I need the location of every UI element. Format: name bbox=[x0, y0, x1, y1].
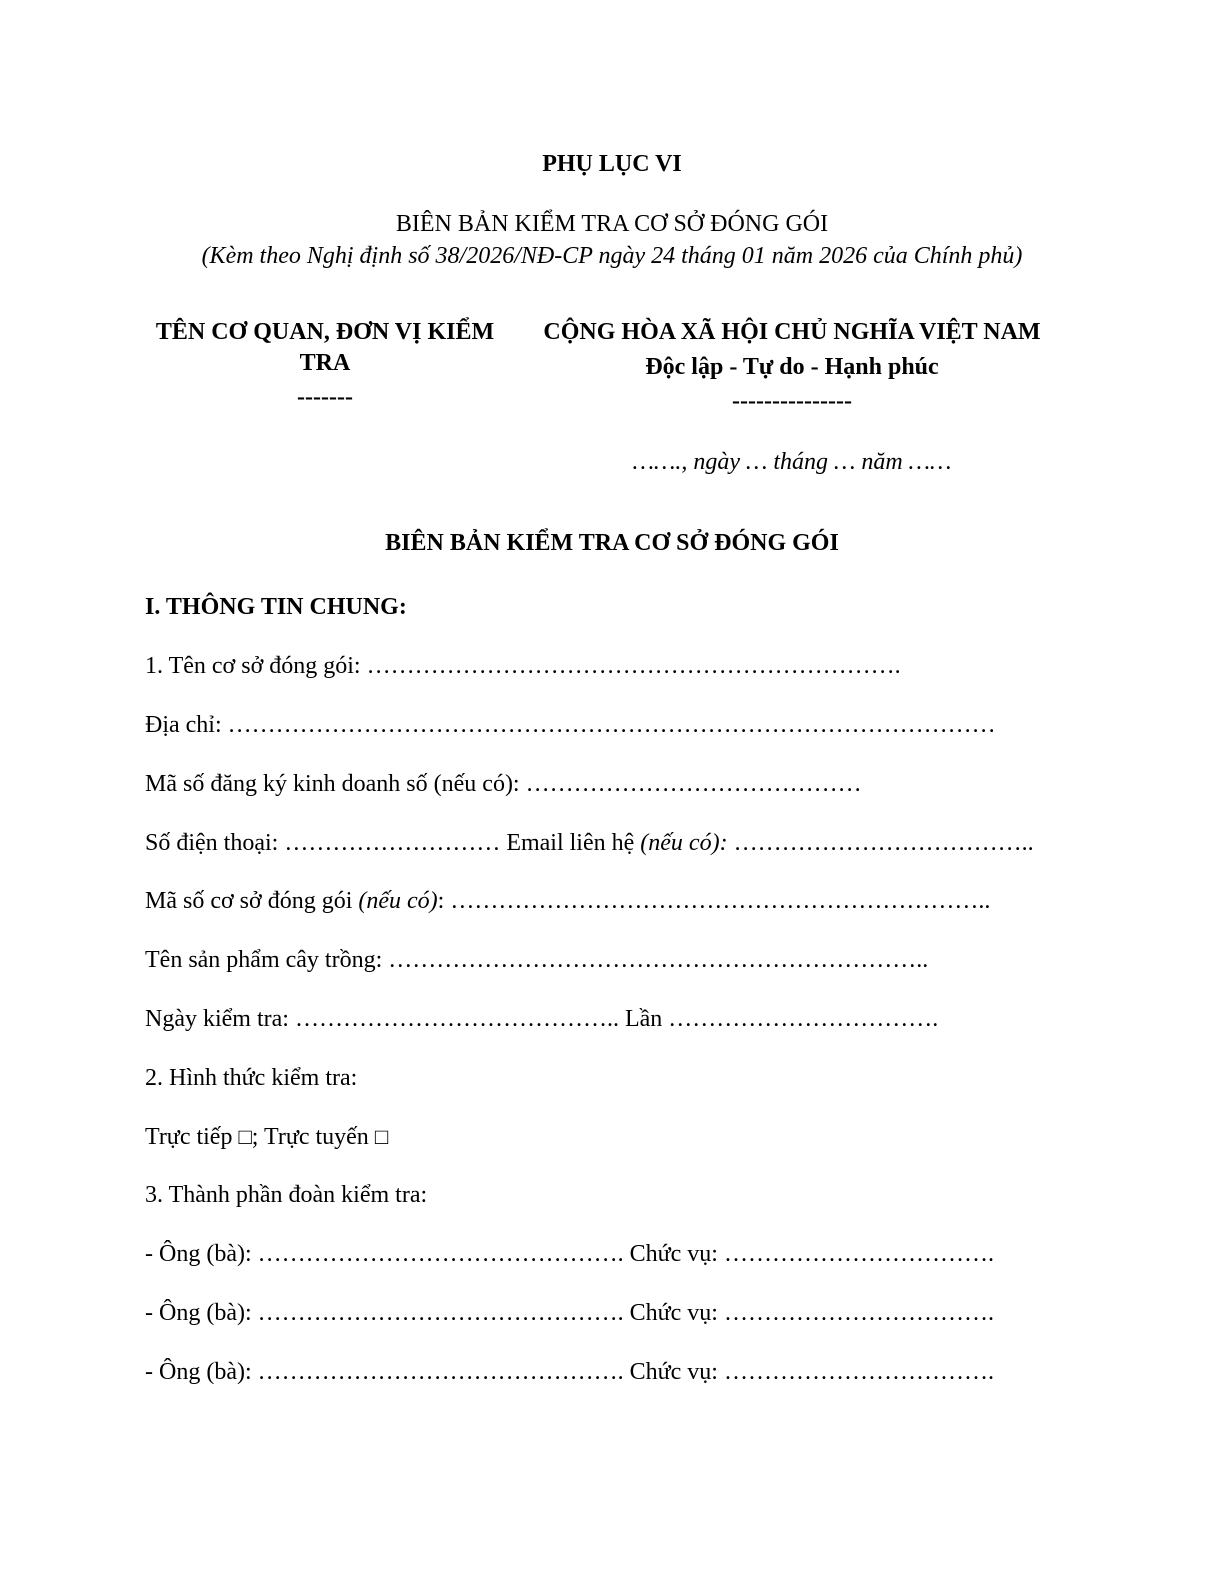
section-1-heading: I. THÔNG TIN CHUNG: bbox=[145, 594, 407, 621]
mode-separator: ; bbox=[251, 1123, 259, 1150]
packing-code-label: Mã số cơ sở đóng gói bbox=[145, 888, 359, 915]
mode-online-label: Trực tuyến bbox=[264, 1123, 369, 1150]
inspection-mode-options bbox=[145, 1123, 1079, 1152]
document-title: BIÊN BẢN KIỂM TRA CƠ SỞ ĐÓNG GÓI bbox=[395, 210, 829, 237]
checkbox-truc-tiep[interactable]: □ bbox=[238, 1123, 252, 1149]
team-member-line: - Ông (bà): ………………………………………. Chức vụ: ……………………………. bbox=[145, 1358, 994, 1385]
field-facility-name: 1. Tên cơ sở đóng gói: …………………………………………………………. bbox=[145, 653, 901, 680]
agency-divider: ------- bbox=[297, 384, 353, 411]
team-member-line: - Ông (bà): ………………………………………. Chức vụ: ……………………………. bbox=[145, 1241, 994, 1268]
field-packing-code bbox=[145, 887, 1079, 916]
national-header-block bbox=[505, 317, 1079, 477]
decree-note: (Kèm theo Nghị định số 38/2026/NĐ-CP ngày 24 tháng 01 năm 2026 của Chính phủ) bbox=[201, 242, 1023, 269]
checkbox-truc-tuyen[interactable]: □ bbox=[374, 1123, 389, 1149]
country-name: CỘNG HÒA XÃ HỘI CHỦ NGHĨA VIỆT NAM bbox=[543, 318, 1041, 345]
section-2-heading: 2. Hình thức kiểm tra: bbox=[145, 1064, 358, 1091]
field-crop-product: Tên sản phẩm cây trồng: ………………………………………………………….. bbox=[145, 947, 929, 974]
agency-name: TÊN CƠ QUAN, ĐƠN VỊ KIỂM TRA bbox=[155, 318, 495, 376]
letterhead bbox=[145, 317, 1079, 477]
phone-label: Số điện thoại: ……………………… Email liên hệ bbox=[145, 829, 641, 856]
packing-code-optional-note: (nếu có) bbox=[358, 888, 438, 915]
field-inspection-date: Ngày kiểm tra: ………………………………….. Lần ……………………………. bbox=[145, 1006, 939, 1032]
mode-direct-label: Trực tiếp bbox=[145, 1123, 233, 1150]
date-line: ……., ngày … tháng … năm …… bbox=[632, 448, 952, 475]
main-title: BIÊN BẢN KIỂM TRA CƠ SỞ ĐÓNG GÓI bbox=[385, 529, 839, 556]
motto-divider: --------------- bbox=[732, 388, 852, 415]
national-motto: Độc lập - Tự do - Hạnh phúc bbox=[645, 353, 939, 380]
field-phone-email bbox=[145, 829, 1079, 858]
appendix-title: PHỤ LỤC VI bbox=[542, 151, 682, 177]
field-address: Địa chỉ: …………………………………………………………………………………… bbox=[145, 712, 996, 739]
packing-code-fill-line: : ………………………………………………………….. bbox=[437, 888, 991, 915]
email-fill-line: ……………………………….. bbox=[727, 829, 1034, 856]
issuing-agency-block bbox=[145, 317, 505, 477]
phone-optional-note: (nếu có): bbox=[640, 829, 728, 856]
field-business-registration: Mã số đăng ký kinh doanh số (nếu có): …………………………………… bbox=[145, 770, 862, 797]
section-3-heading: 3. Thành phần đoàn kiểm tra: bbox=[145, 1182, 428, 1209]
team-member-line: - Ông (bà): ………………………………………. Chức vụ: ……………………………. bbox=[145, 1299, 994, 1326]
